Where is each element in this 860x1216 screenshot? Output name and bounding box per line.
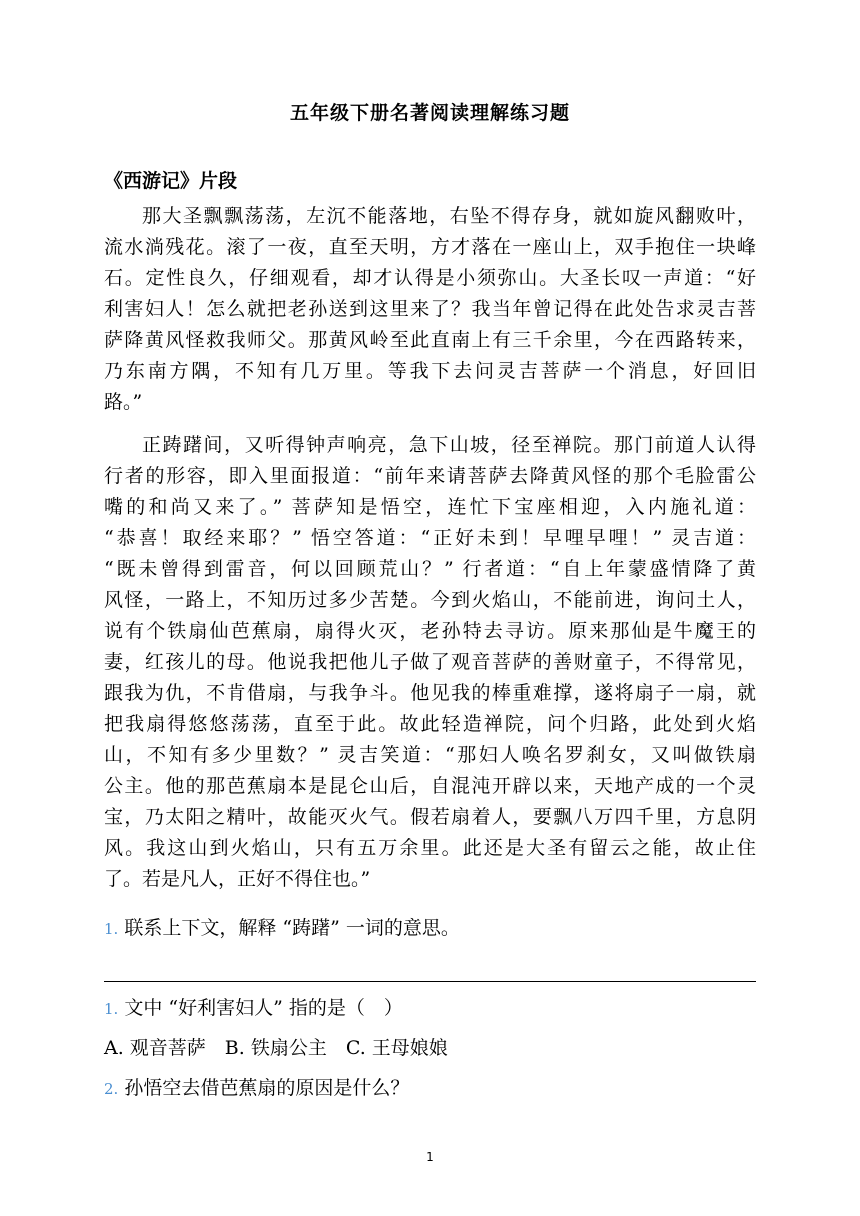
paragraph-line: 行者的形容，即入里面报道：“前年来请菩萨去降黄风怪的那个毛脸雷公 — [104, 465, 756, 487]
paragraph-line: 正踌躇间，又听得钟声响亮，急下山坡，径至禅院。那门前道人认得 — [142, 434, 756, 456]
paragraph-line: 说有个铁扇仙芭蕉扇，扇得火灭，老孙特去寻访。原来那仙是牛魔王的 — [104, 620, 756, 642]
passage-paragraph-1 — [104, 201, 756, 418]
paragraph-line: 利害妇人！怎么就把老孙送到这里来了？我当年曾记得在此处告求灵吉菩 — [104, 298, 756, 320]
question-number: 2. — [104, 1080, 119, 1098]
paragraph-line: 妻，红孩儿的母。他说我把他儿子做了观音菩萨的善财童子，不得常见， — [104, 651, 756, 673]
page-number: 1 — [426, 1150, 434, 1164]
paragraph-line: 路。” — [104, 391, 143, 413]
question-text: 文中 “好利害妇人” 指的是（ ） — [124, 997, 403, 1019]
paragraph-line: 石。定性良久，仔细观看，却才认得是小须弥山。大圣长叹一声道：“好 — [104, 267, 756, 289]
paragraph-line: 跟我为仇，不肯借扇，与我争斗。他见我的棒重难撑，遂将扇子一扇，就 — [104, 682, 756, 704]
paragraph-line: “恭喜！取经来耶？” 悟空答道：“正好未到！早哩早哩！” 灵吉道： — [104, 527, 756, 549]
question-3 — [104, 1073, 409, 1100]
paragraph-line: “既未曾得到雷音，何以回顾荒山？” 行者道：“自上年蒙盛情降了黄 — [104, 558, 756, 580]
paragraph-line: 风怪，一路上，不知历过多少苦楚。今到火焰山，不能前进，询问土人， — [104, 589, 756, 611]
question-2-options: A. 观音菩萨 B. 铁扇公主 C. 王母娘娘 — [104, 1037, 448, 1059]
paragraph-line: 嘴的和尚又来了。” 菩萨知是悟空，连忙下宝座相迎，入内施礼道： — [104, 496, 756, 518]
question-text: 联系上下文，解释 “踌躇” 一词的意思。 — [124, 917, 460, 939]
question-1 — [104, 913, 460, 940]
paragraph-line: 乃东南方隅，不知有几万里。等我下去问灵吉菩萨一个消息，好回旧 — [104, 360, 756, 382]
paragraph-line: 山，不知有多少里数？” 灵吉笑道：“那妇人唤名罗刹女，又叫做铁扇 — [104, 744, 756, 766]
section-heading: 《西游记》片段 — [104, 170, 238, 192]
paragraph-line: 公主。他的那芭蕉扇本是昆仑山后，自混沌开辟以来，天地产成的一个灵 — [104, 775, 756, 797]
paragraph-line: 流水淌残花。滚了一夜，直至天明，方才落在一座山上，双手抱住一块峰 — [104, 236, 756, 258]
question-number: 1. — [104, 920, 119, 938]
question-2 — [104, 993, 403, 1020]
paragraph-line: 风。我这山到火焰山，只有五万余里。此还是大圣有留云之能，故止住 — [104, 837, 756, 859]
paragraph-line: 那大圣飘飘荡荡，左沉不能落地，右坠不得存身，就如旋风翻败叶， — [142, 205, 756, 227]
paragraph-line: 了。若是凡人，正好不得住也。” — [104, 868, 371, 890]
question-text: 孙悟空去借芭蕉扇的原因是什么？ — [124, 1077, 410, 1099]
question-number: 1. — [104, 1000, 119, 1018]
document-title: 五年级下册名著阅读理解练习题 — [289, 102, 570, 124]
answer-line — [104, 981, 756, 982]
paragraph-line: 把我扇得悠悠荡荡，直至于此。故此轻造禅院，问个归路，此处到火焰 — [104, 713, 756, 735]
passage-paragraph-2 — [104, 430, 756, 895]
paragraph-line: 宝，乃太阳之精叶，故能灭火气。假若扇着人，要飘八万四千里，方息阴 — [104, 806, 756, 828]
paragraph-line: 萨降黄风怪救我师父。那黄风岭至此直南上有三千余里，今在西路转来， — [104, 329, 756, 351]
